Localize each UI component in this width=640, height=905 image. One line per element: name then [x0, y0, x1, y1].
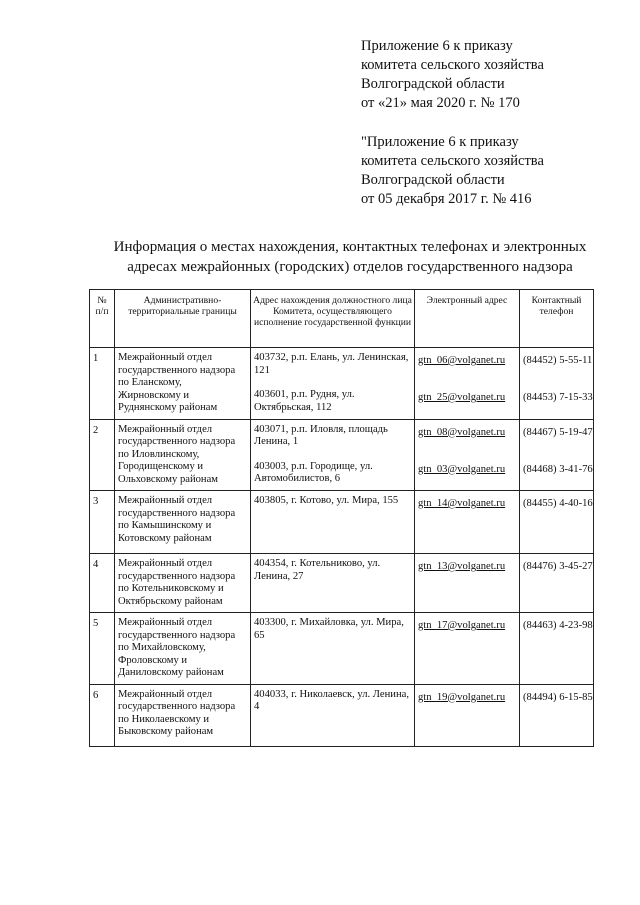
phone-number: (84476) 3-45-27	[523, 561, 593, 572]
table-header-row	[90, 290, 594, 348]
territory-cell: Межрайонный отдел государственного надзора по Котельниковскому и Октябрьскому районам	[115, 554, 251, 613]
address-cell	[251, 613, 415, 685]
title-line: Информация о местах нахождения, контактных телефонах и электронных	[113, 239, 587, 255]
header-line: комитета сельского хозяйства	[361, 153, 544, 169]
email-link[interactable]: gtn_06@volganet.ru	[418, 355, 506, 366]
address-text: 403300, г. Михайловка, ул. Мира, 65	[254, 617, 404, 641]
row-number: 6	[90, 684, 115, 746]
email-link[interactable]: gtn_14@volganet.ru	[418, 498, 506, 509]
territory-cell: Межрайонный отдел государственного надзора по Еланскому, Жирновскому и Руднянскому районам	[115, 348, 251, 420]
email-cell	[415, 491, 520, 554]
phone-number: (84455) 4-40-16	[523, 498, 593, 509]
row-number: 4	[90, 554, 115, 613]
header-line: от «21» мая 2020 г. № 170	[361, 95, 520, 111]
phone-number: (84452) 5-55-11	[523, 355, 593, 366]
email-link[interactable]: gtn_08@volganet.ru	[418, 426, 506, 438]
header-line: Волгоградской области	[361, 76, 505, 92]
phone-cell	[520, 613, 594, 685]
email-link[interactable]: gtn_03@volganet.ru	[418, 463, 506, 475]
header-num: № п/п	[90, 290, 115, 348]
territory-cell: Межрайонный отдел государственного надзора по Николаевскому и Быковскому районам	[115, 684, 251, 746]
header-address: Адрес нахождения должностного лица Комитета, осуществляющего исполнение государственной функции	[251, 290, 415, 348]
territory-cell: Межрайонный отдел государственного надзора по Камышинскому и Котовскому районам	[115, 491, 251, 554]
table-row	[90, 348, 594, 420]
phone-number: (84453) 7-15-33	[523, 392, 593, 403]
email-link[interactable]: gtn_17@volganet.ru	[418, 620, 506, 631]
address-text: 403071, р.п. Иловля, площадь Ленина, 1	[254, 423, 388, 447]
address-cell	[251, 348, 415, 420]
header-territory: Административно-территориальные границы	[115, 290, 251, 348]
table-row	[90, 554, 594, 613]
table-row	[90, 613, 594, 685]
address-text: 404033, г. Николаевск, ул. Ленина, 4	[254, 688, 409, 712]
email-cell	[415, 684, 520, 746]
row-number: 1	[90, 348, 115, 420]
header-line: "Приложение 6 к приказу	[361, 134, 519, 150]
row-number: 5	[90, 613, 115, 685]
phone-cell	[520, 348, 594, 420]
phone-cell	[520, 684, 594, 746]
territory-cell: Межрайонный отдел государственного надзора по Иловлинскому, Городищенскому и Ольховскому районам	[115, 419, 251, 491]
phone-number: (84463) 4-23-98	[523, 620, 593, 631]
phone-cell	[520, 491, 594, 554]
territory-cell: Межрайонный отдел государственного надзора по Михайловскому, Фроловскому и Даниловскому районам	[115, 613, 251, 685]
table-row	[90, 419, 594, 491]
address-text: 403732, р.п. Елань, ул. Ленинская, 121	[254, 352, 409, 376]
header-line: Волгоградской области	[361, 172, 505, 188]
address-cell	[251, 684, 415, 746]
header-phone: Контактный телефон	[520, 290, 594, 348]
table-row	[90, 491, 594, 554]
document-title	[60, 237, 640, 277]
address-text: 404354, г. Котельниково, ул. Ленина, 27	[254, 558, 381, 582]
phone-number: (84467) 5-19-47	[523, 426, 593, 438]
email-cell	[415, 554, 520, 613]
address-cell	[251, 491, 415, 554]
email-link[interactable]: gtn_25@volganet.ru	[418, 392, 506, 403]
title-line: адресах межрайонных (городских) отделов государственного надзора	[127, 259, 573, 275]
email-cell	[415, 613, 520, 685]
phone-cell	[520, 419, 594, 491]
address-text: 403601, р.п. Рудня, ул. Октябрьская, 112	[254, 389, 355, 413]
email-cell	[415, 419, 520, 491]
address-cell	[251, 419, 415, 491]
departments-table	[89, 289, 594, 747]
address-text: 403003, р.п. Городище, ул. Автомобилистов, 6	[254, 460, 373, 484]
row-number: 2	[90, 419, 115, 491]
email-cell	[415, 348, 520, 420]
email-link[interactable]: gtn_19@volganet.ru	[418, 691, 506, 703]
appendix-header-current	[361, 37, 631, 113]
row-number: 3	[90, 491, 115, 554]
header-line: комитета сельского хозяйства	[361, 57, 544, 73]
table-row	[90, 684, 594, 746]
phone-cell	[520, 554, 594, 613]
email-link[interactable]: gtn_13@volganet.ru	[418, 561, 506, 572]
appendix-header-previous	[361, 133, 631, 209]
address-cell	[251, 554, 415, 613]
phone-number: (84468) 3-41-76	[523, 463, 593, 475]
phone-number: (84494) 6-15-85	[523, 691, 593, 703]
header-line: от 05 декабря 2017 г. № 416	[361, 191, 532, 207]
header-email: Электронный адрес	[415, 290, 520, 348]
header-line: Приложение 6 к приказу	[361, 38, 513, 54]
address-text: 403805, г. Котово, ул. Мира, 155	[254, 495, 399, 506]
